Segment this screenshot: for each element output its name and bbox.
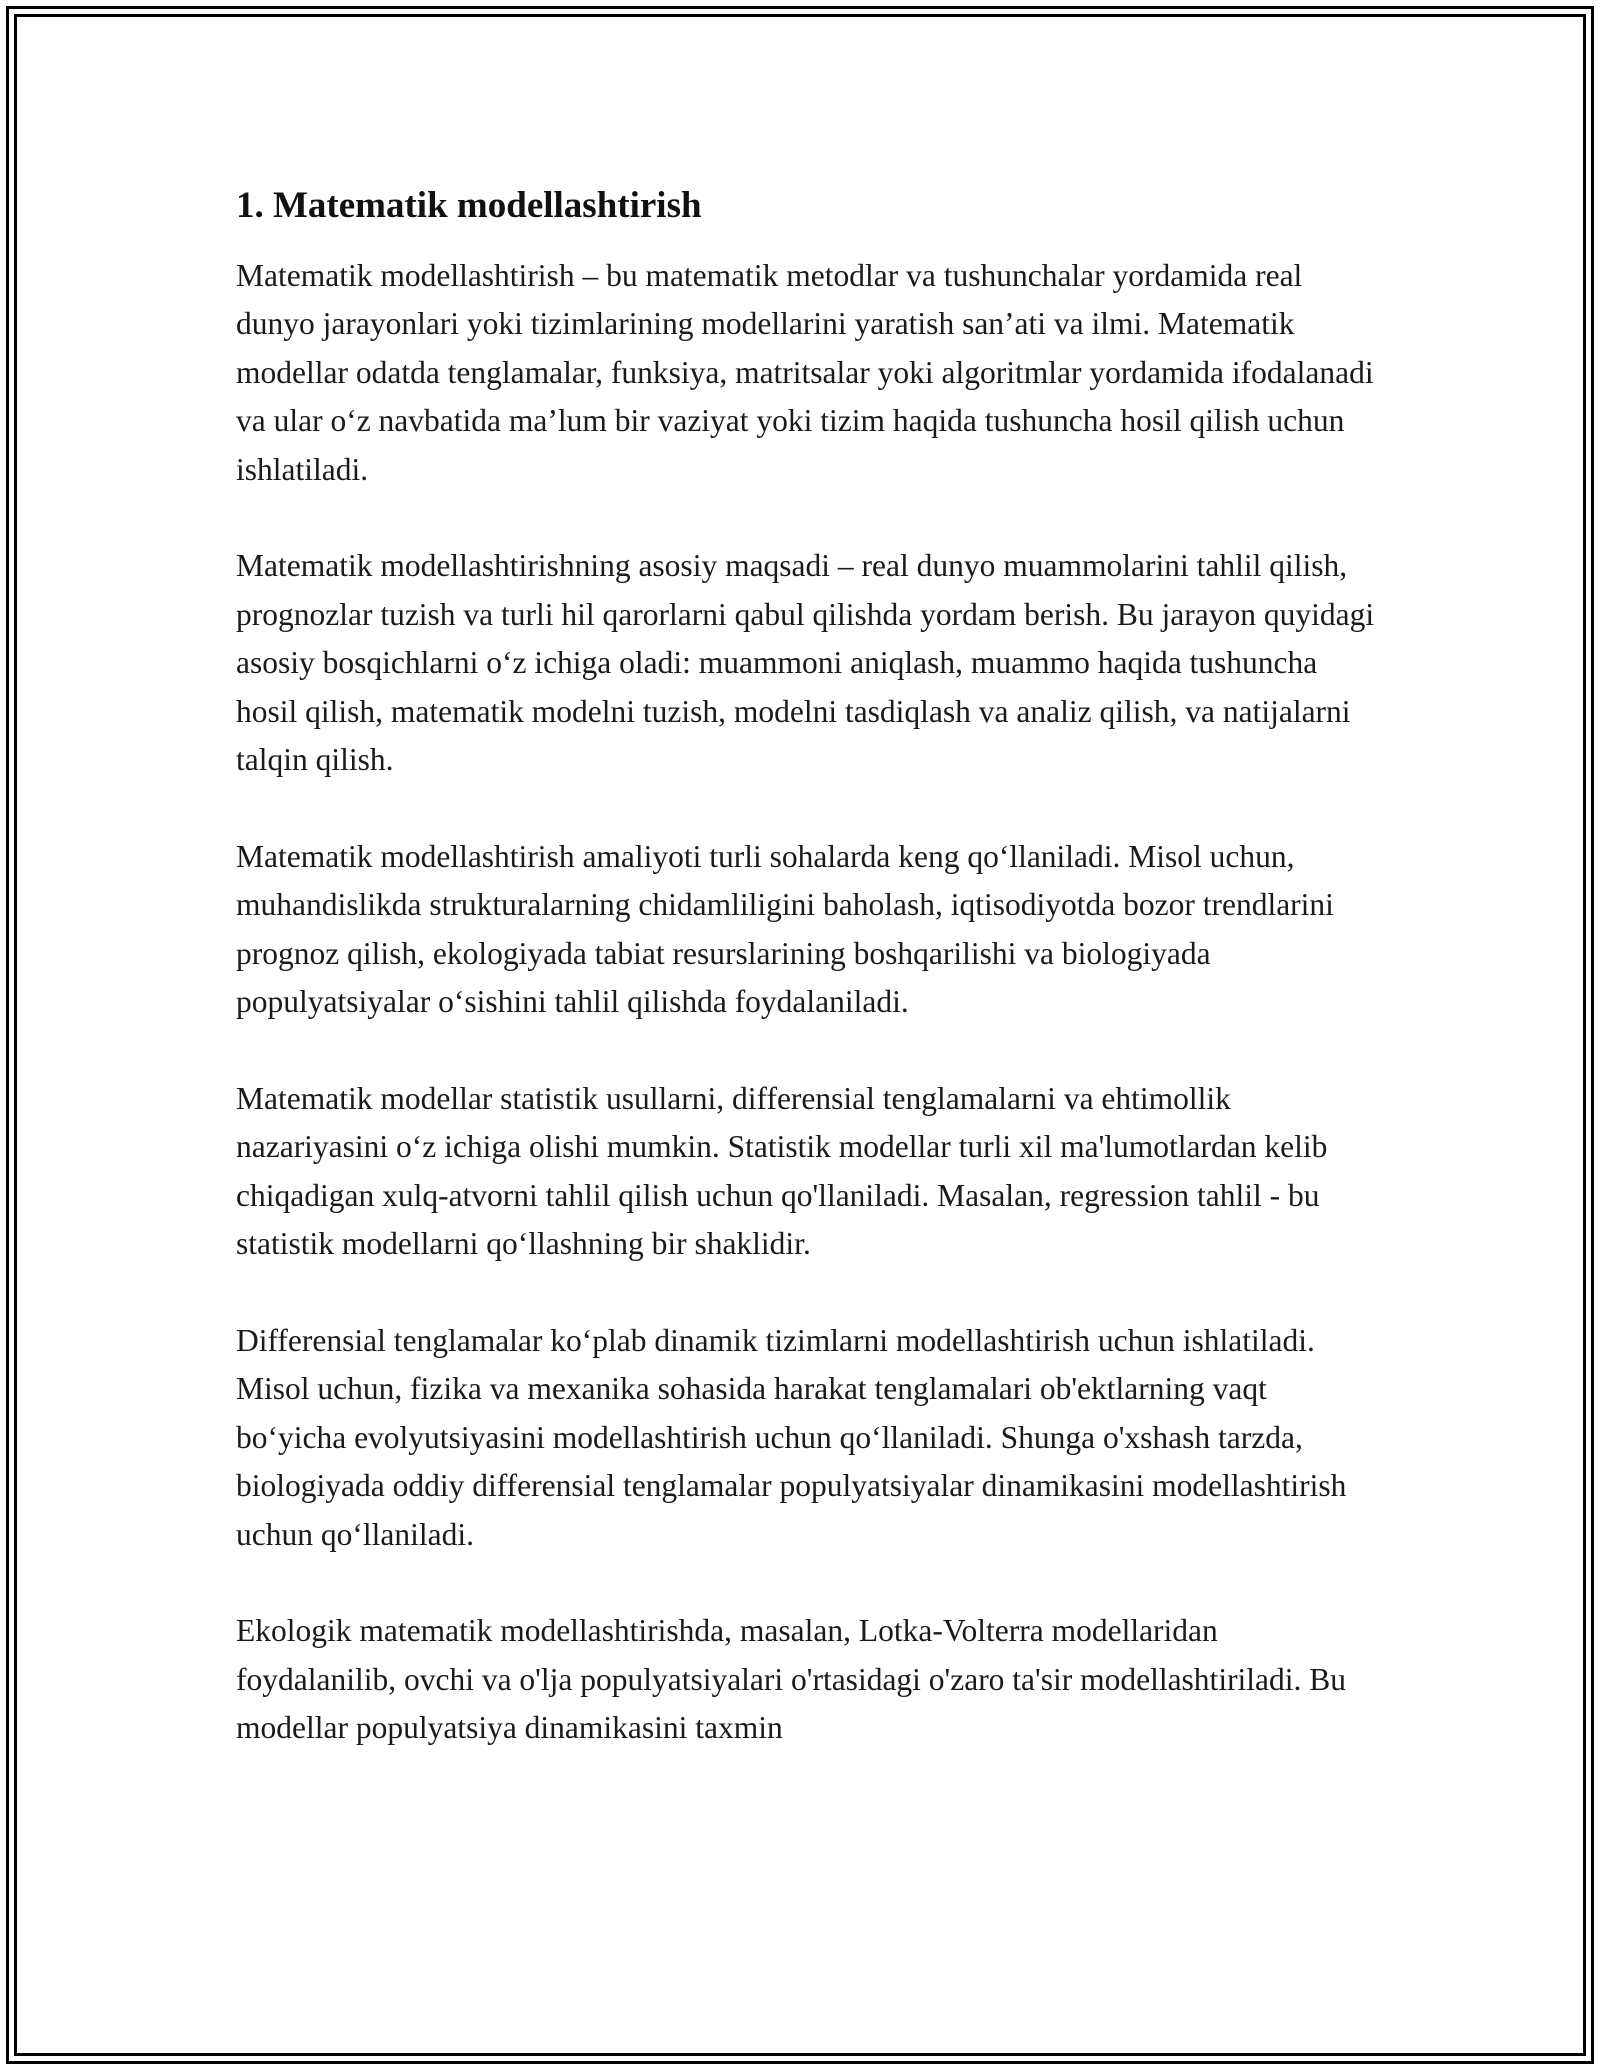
document-body [236, 184, 1376, 1801]
paragraph-definition: Matematik modellashtirish – bu matematik metodlar va tushunchalar yordamida real dunyo jarayonlari yoki tizimlarining modellarini yaratish san’ati va ilmi. Matematik modellar odatda tenglamalar, funksiya, matritsalar yoki algoritmlar yordamida ifodalanadi va ular o‘z navbatida ma’lum bir vaziyat yoki tizim haqida tushuncha hosil qilish uchun ishlatiladi. [236, 258, 1374, 487]
section-heading: 1. Matematik modellashtirish [236, 185, 702, 226]
paragraph-differential-equations: Differensial tenglamalar ko‘plab dinamik tizimlarni modellashtirish uchun ishlatiladi. Misol uchun, fizika va mexanika sohasida harakat tenglamalari ob'ektlarning vaqt bo‘yicha evolyutsiyasini modellashtirish uchun qo‘llaniladi. Shunga o'xshash tarzda, biologiyada oddiy differensial tenglamalar populyatsiyalar dinamikasini modellashtirish uchun qo‘llaniladi. [236, 1322, 1347, 1552]
paragraph-purpose: Matematik modellashtirishning asosiy maqsadi – real dunyo muammolarini tahlil qilish, prognozlar tuzish va turli hil qarorlarni qabul qilishda yordam berish. Bu jarayon quyidagi asosiy bosqichlarni o‘z ichiga oladi: muammoni aniqlash, muammo haqida tushuncha hosil qilish, matematik modelni tuzish, modelni tasdiqlash va analiz qilish, va natijalarni talqin qilish. [236, 548, 1375, 778]
paragraph-ecological-models: Ekologik matematik modellashtirishda, masalan, Lotka-Volterra modellaridan foydalanilib, ovchi va o'lja populyatsiyalari o'rtasidagi o'zaro ta'sir modellashtiriladi. Bu modellar populyatsiya dinamikasini taxmin [236, 1613, 1347, 1746]
paragraph-applications: Matematik modellashtirish amaliyoti turli sohalarda keng qo‘llaniladi. Misol uchun, muhandislikda strukturalarning chidamliligini baholash, iqtisodiyotda bozor trendlarini prognoz qilish, ekologiyada tabiat resurslarining boshqarilishi va biologiyada populyatsiyalar o‘sishini tahlil qilishda foydalaniladi. [236, 838, 1334, 1020]
paragraph-statistical-models: Matematik modellar statistik usullarni, differensial tenglamalarni va ehtimollik nazariyasini o‘z ichiga olishi mumkin. Statistik modellar turli xil ma'lumotlardan kelib chiqadigan xulq-atvorni tahlil qilish uchun qo'llaniladi. Masalan, regression tahlil - bu statistik modellarni qo‘llashning bir shaklidir. [236, 1080, 1328, 1262]
